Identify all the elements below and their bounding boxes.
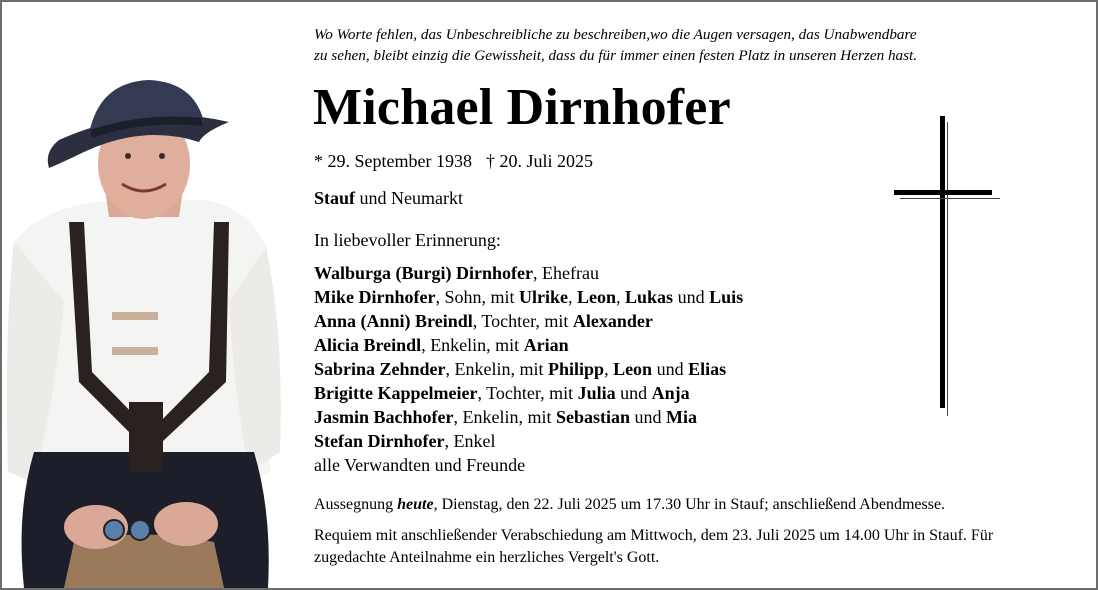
mourner-relation: und [673,287,710,307]
mourner-name: Brigitte Kappelmeier [314,383,478,403]
mourner-name: Lukas [625,287,674,307]
mourner-line [314,333,743,357]
mourner-relation: , Enkelin, mit [453,407,556,427]
mourner-name: Philipp [548,359,605,379]
blessing-pre: Aussegnung [314,496,398,513]
blessing-today: heute [397,496,434,513]
mourner-line [314,357,743,381]
quote-line-1: Wo Worte fehlen, das Unbeschreibliche zu beschreiben,wo die Augen versagen, das Unabwendbare [314,26,917,43]
mourner-name: Stefan Dirnhofer [314,431,445,451]
mourner-name: Elias [688,359,727,379]
mourner-relation: , Enkel [444,431,496,451]
blessing-post: , Dienstag, den 22. Juli 2025 um 17.30 Uhr in Stauf; anschließend Abendmesse. [433,496,946,513]
mourner-name: Arian [523,335,569,355]
mourner-line [314,381,743,405]
mourner-name: Anja [651,383,690,403]
mourner-relation: und [615,383,652,403]
mourner-line [314,261,743,285]
mourner-name: Leon [613,359,653,379]
mourner-relation: , Ehefrau [533,263,599,283]
mourners-list [314,261,743,477]
death-date: † 20. Juli 2025 [485,151,593,171]
portrait-photo [4,72,288,588]
mourner-relation: , Enkelin, mit [421,335,524,355]
mourner-name: Alexander [572,311,653,331]
mourner-name: Jasmin Bachhofer [314,407,454,427]
mourner-name: Julia [577,383,616,403]
mourner-relation: , [604,359,614,379]
mourner-relation: , [568,287,577,307]
mourner-line [314,285,743,309]
memory-label: In liebevoller Erinnerung: [314,230,501,250]
cross-icon [890,116,1006,418]
requiem-info: Requiem mit anschließender Verabschiedung am Mittwoch, dem 23. Juli 2025 um 14.00 Uhr in Stauf. Für zugedachte Anteilnahme ein herzliches Vergelt's Gott. [314,527,994,566]
mourner-name: Mia [666,407,698,427]
mourner-relation: und [630,407,667,427]
mourner-name: Anna (Anni) Breindl [314,311,473,331]
mourner-name: Sabrina Zehnder [314,359,446,379]
mourner-name: Luis [709,287,744,307]
mourner-name: Mike Dirnhofer [314,287,436,307]
mourner-relation: , Tochter, mit [472,311,573,331]
mourner-name: Ulrike [519,287,568,307]
deceased-name: Michael Dirnhofer [313,79,731,136]
mourner-relation: , Enkelin, mit [445,359,549,379]
birth-date: * 29. September 1938 [314,151,472,171]
mourner-relation: alle Verwandten und Freunde [314,455,526,475]
mourner-name: Walburga (Burgi) Dirnhofer [314,263,533,283]
mourner-line [314,309,743,333]
mourner-name: Sebastian [556,407,631,427]
residence-rest: und Neumarkt [355,188,463,208]
mourner-line [314,453,743,477]
quote-line-2: zu sehen, bleibt einzig die Gewissheit, dass du für immer einen festen Platz in unseren Herzen hast. [314,47,918,64]
memorial-quote [314,24,1074,66]
mourner-relation: , [616,287,626,307]
mourner-name: Alicia Breindl [314,335,422,355]
residence-town: Stauf [314,188,356,208]
mourner-line [314,429,743,453]
mourner-name: Leon [577,287,617,307]
residence [314,186,463,210]
mourner-line [314,405,743,429]
mourner-relation: , Sohn, mit [435,287,519,307]
blessing-info [314,494,945,516]
mourner-relation: , Tochter, mit [477,383,578,403]
life-dates [314,149,593,173]
mourner-relation: und [652,359,689,379]
